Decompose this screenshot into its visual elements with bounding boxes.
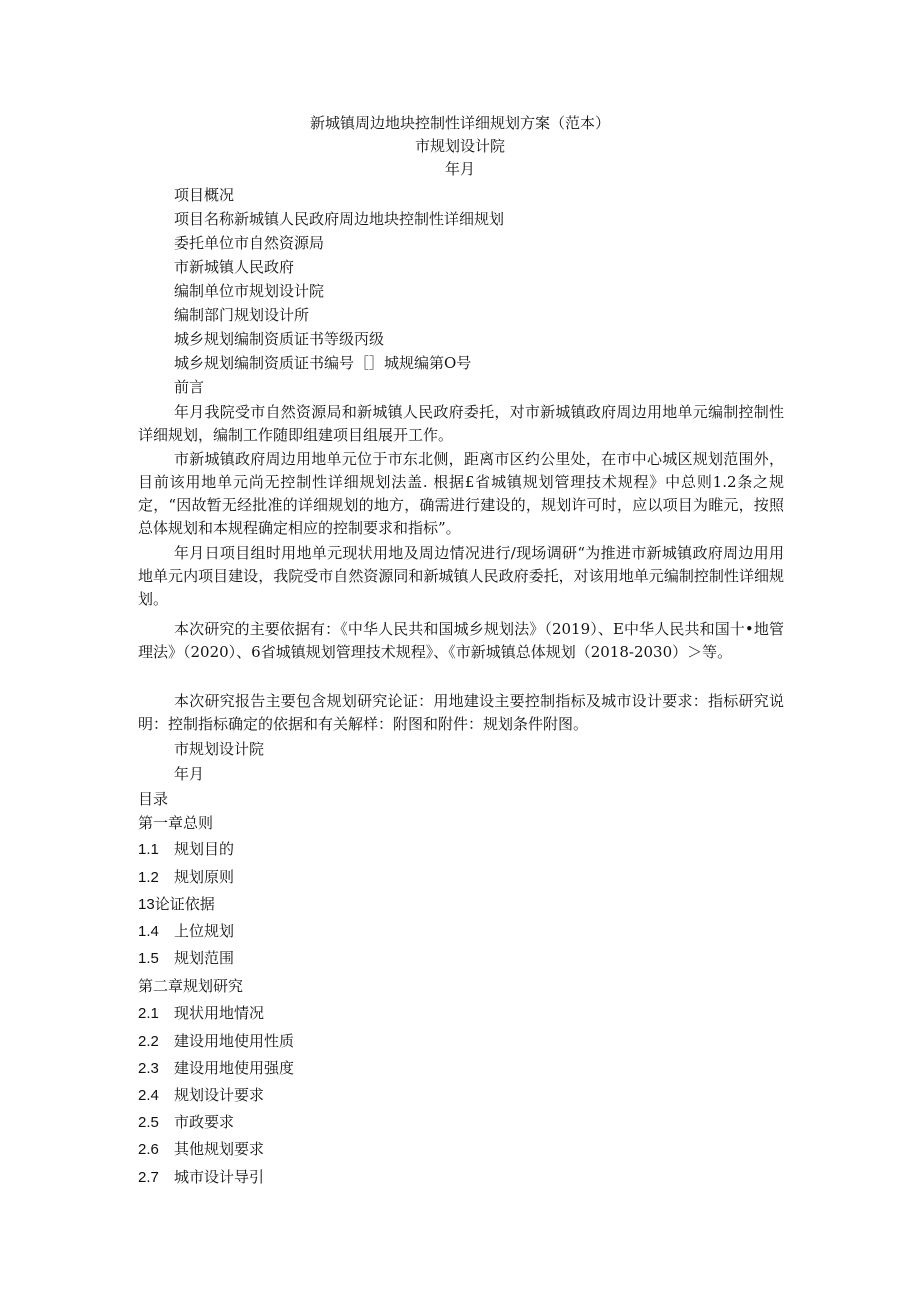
toc-entry-label: 规划目的 <box>174 840 235 858</box>
toc-entry-label: 上位规划 <box>174 922 235 940</box>
overview-item-project-name: 项目名称新城镇人民政府周边地块控制性详细规划 <box>174 210 505 228</box>
toc-entry-1-3[interactable] <box>138 893 215 916</box>
preface-paragraph-2: 市新城镇政府周边用地单元位于市东北侧，距离市区约公里处，在市中心城区规划范围外，目前该用地单元尚无控制性详细规划法盖. 根据£省城镇规划管理技术规程》中总则1.2条之规定，“因故暂无经批准的详细规划的地方，确需进行建设的，规划许可时，应以项目为睢元，按照总体规划和本规程确定相应的控制要求和指标”。 <box>138 450 784 537</box>
toc-entry-number: 2.5 <box>138 1114 159 1131</box>
toc-entry-2-4[interactable] <box>138 1084 264 1107</box>
toc-entry-number: 2.4 <box>138 1087 159 1104</box>
overview-item-cert-number: 城乡规划编制资质证书编号［］城规编第O号 <box>174 354 472 372</box>
preface-sign-date: 年月 <box>174 765 205 783</box>
toc-entry-2-7[interactable] <box>138 1166 264 1189</box>
toc-entry-2-2[interactable] <box>138 1030 294 1053</box>
author-org: 市规划设计院 <box>414 137 505 155</box>
overview-item-client: 委托单位市自然资源局 <box>174 234 325 252</box>
overview-item-client-2: 市新城镇人民政府 <box>174 258 295 276</box>
overview-item-department: 编制部门规划设计所 <box>174 306 310 324</box>
toc-entry-1-5[interactable] <box>138 947 234 970</box>
toc-entry-label: 现状用地情况 <box>174 1004 265 1022</box>
toc-entry-label: 规划原则 <box>174 868 235 886</box>
toc-entry-label: 论证依据 <box>154 895 215 913</box>
toc-entry-number: 1.5 <box>138 950 159 967</box>
toc-entry-number: 1.4 <box>138 923 159 940</box>
overview-heading: 项目概况 <box>174 186 235 204</box>
toc-entry-label: 规划设计要求 <box>174 1086 265 1104</box>
toc-entry-label: 城市设计导引 <box>174 1168 265 1186</box>
overview-item-compiler: 编制单位市规划设计院 <box>174 282 325 300</box>
toc-entry-2-5[interactable] <box>138 1111 234 1134</box>
overview-item-cert-level: 城乡规划编制资质证书等级丙级 <box>174 330 385 348</box>
toc-entry-2-6[interactable] <box>138 1138 264 1161</box>
toc-entry-label: 其他规划要求 <box>174 1140 265 1158</box>
toc-entry-number: 2.3 <box>138 1060 159 1077</box>
toc-chapter-1[interactable]: 第一章总则 <box>138 814 214 832</box>
toc-entry-number: 2.6 <box>138 1141 159 1158</box>
toc-entry-number: 1.2 <box>138 869 159 886</box>
toc-entry-2-3[interactable] <box>138 1057 294 1080</box>
preface-paragraph-3: 年月日项目组时用地单元现状用地及周边情况进行/现场调研“为推进市新城镇政府周边用用地单元内项目建设，我院受市自然资源同和新城镇人民政府委托，对该用地单元编制控制性详细规划。 <box>138 544 784 608</box>
document-title: 新城镇周边地块控制性详细规划方案（范本） <box>309 114 610 132</box>
toc-entry-number: 13 <box>138 896 155 913</box>
toc-entry-2-1[interactable] <box>138 1002 264 1025</box>
preface-paragraph-4: 本次研究的主要依据有：《中华人民共和国城乡规划法》（2019）、E中华人民共和国十•地管理法》（2020）、6省城镇规划管理技术规程》、《市新城镇总体规划（2018-2030）＞等。 <box>138 620 784 661</box>
toc-entry-label: 市政要求 <box>174 1113 235 1131</box>
toc-entry-number: 2.1 <box>138 1005 159 1022</box>
preface-paragraph-5: 本次研究报告主要包含规划研究论证：用地建设主要控制指标及城市设计要求：指标研究说明：控制指标确定的依据和有关解样：附图和附件：规划条件附图。 <box>138 692 784 733</box>
preface-paragraph-1: 年月我院受市自然资源局和新城镇人民政府委托，对市新城镇政府周边用地单元编制控制性详细规划，编制工作随即组建项目组展开工作。 <box>138 403 784 444</box>
toc-entry-number: 2.2 <box>138 1033 159 1050</box>
toc-heading: 目录 <box>138 790 169 808</box>
toc-entry-number: 2.7 <box>138 1169 159 1186</box>
document-date: 年月 <box>444 160 475 178</box>
toc-chapter-2[interactable]: 第二章规划研究 <box>138 977 244 995</box>
toc-entry-label: 建设用地使用强度 <box>174 1059 295 1077</box>
toc-entry-1-1[interactable] <box>138 838 234 861</box>
toc-entry-1-2[interactable] <box>138 866 234 889</box>
toc-entry-label: 建设用地使用性质 <box>174 1032 295 1050</box>
toc-entry-number: 1.1 <box>138 841 159 858</box>
toc-entry-label: 规划范围 <box>174 949 235 967</box>
toc-entry-1-4[interactable] <box>138 920 234 943</box>
preface-heading: 前言 <box>174 378 205 396</box>
preface-sign-org: 市规划设计院 <box>174 740 265 758</box>
